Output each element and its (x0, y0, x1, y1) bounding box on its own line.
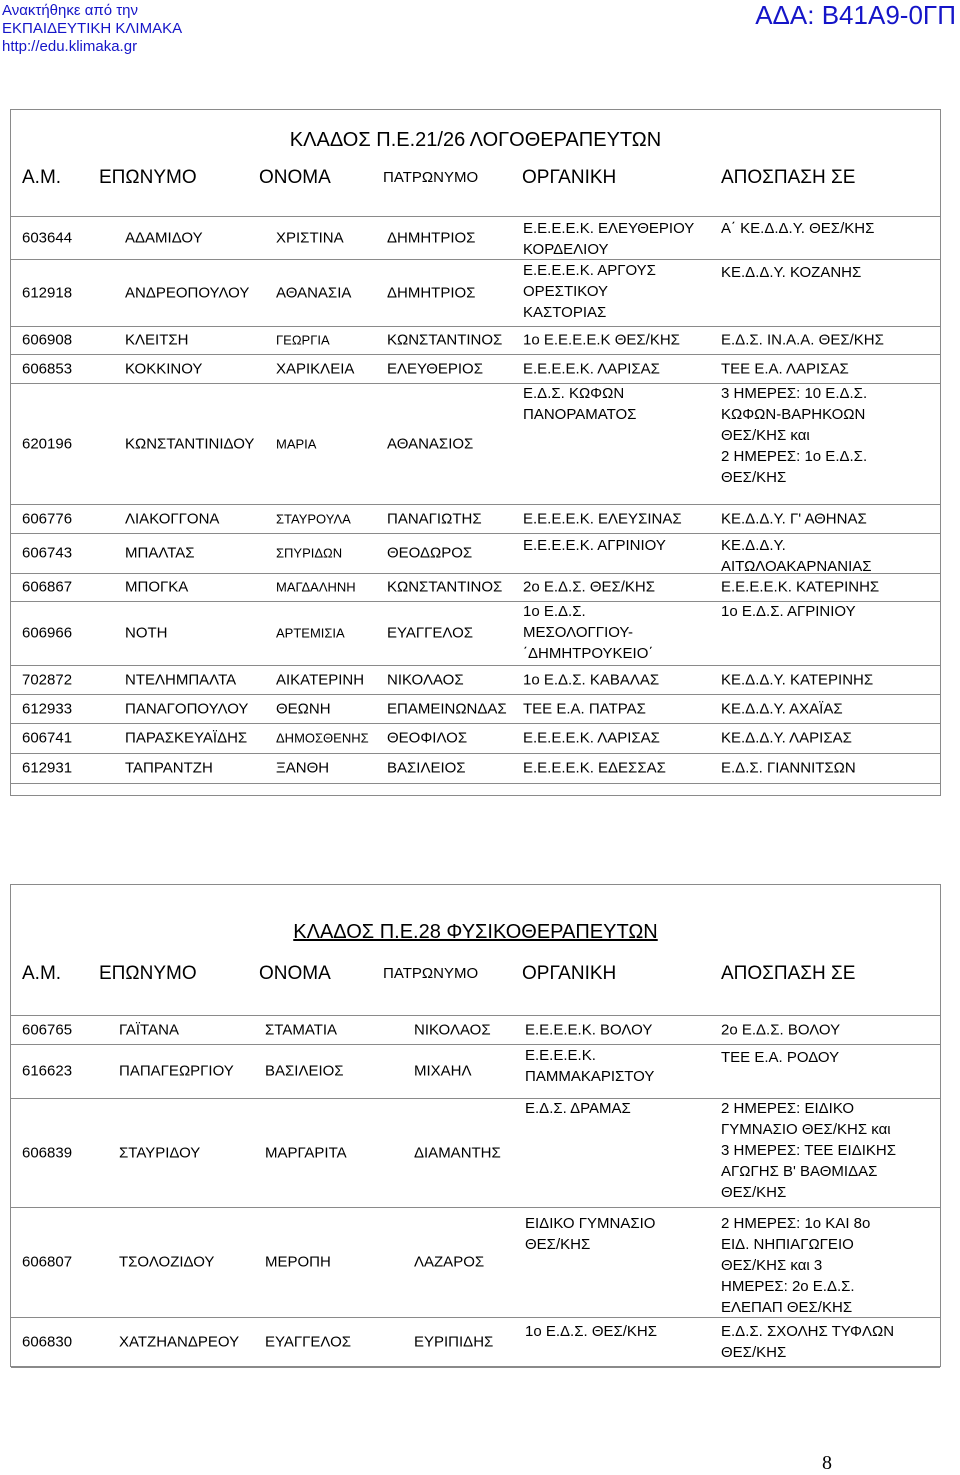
cell-organic-line: Ε.Ε.Ε.Ε.Κ. (525, 1047, 596, 1064)
cell-secondment-line: 2ο Ε.Δ.Σ. ΒΟΛΟΥ (721, 1021, 841, 1039)
cell-father: ΜΙΧΑΗΛ (414, 1062, 472, 1080)
cell-organic-line: ΜΕΣΟΛΟΓΓΙΟΥ- (523, 624, 634, 641)
cell-name: ΣΤΑΥΡΟΥΛΑ (276, 511, 351, 526)
cell-organic (523, 358, 660, 379)
cell-father: ΕΠΑΜΕΙΝΩΝΔΑΣ (387, 700, 507, 717)
cell-secondment-line: 3 ΗΜΕΡΕΣ: ΤΕΕ ΕΙΔΙΚΗΣ (721, 1142, 896, 1159)
cell-secondment (721, 698, 843, 719)
source-link[interactable]: http://edu.klimaka.gr (2, 38, 138, 55)
cell-secondment (721, 601, 856, 622)
cell-secondment-line: ΤΕΕ Ε.Α. ΛΑΡΙΣΑΣ (721, 360, 849, 377)
cell-secondment-line: ΘΕΣ/ΚΗΣ (721, 1184, 787, 1201)
cell-secondment-line: ΚΕ.Δ.Δ.Υ. ΚΟΖΑΝΗΣ (721, 264, 862, 281)
cell-name: ΧΑΡΙΚΛΕΙΑ (276, 360, 355, 377)
cell-secondment-line: 2 ΗΜΕΡΕΣ: 1ο Ε.Δ.Σ. (721, 448, 868, 465)
cell-name: ΜΑΓΔΑΛΗΝΗ (276, 579, 356, 595)
col-header-organic: ΟΡΓΑΝΙΚΗ (522, 167, 617, 188)
cell-secondment-line: Α΄ ΚΕ.Δ.Δ.Υ. ΘΕΣ/ΚΗΣ (721, 220, 875, 237)
cell-am: 606966 (22, 624, 73, 642)
cell-surname: ΚΩΝΣΤΑΝΤΙΝΙΔΟΥ (125, 435, 255, 452)
cell-organic (523, 758, 666, 779)
cell-am: 606743 (22, 544, 73, 562)
table-row (11, 259, 940, 327)
cell-father: ΠΑΝΑΓΙΩΤΗΣ (387, 510, 482, 527)
cell-am: 606765 (22, 1021, 73, 1039)
table-row (11, 723, 940, 754)
cell-am: 606908 (22, 331, 73, 349)
cell-secondment (721, 1213, 870, 1318)
cell-secondment-line: ΚΕ.Δ.Δ.Υ. ΛΑΡΙΣΑΣ (721, 729, 852, 747)
cell-father: ΝΙΚΟΛΑΟΣ (387, 671, 464, 688)
cell-secondment-line: 1ο Ε.Δ.Σ. ΑΓΡΙΝΙΟΥ (721, 603, 856, 620)
cell-surname: ΑΝΔΡΕΟΠΟΥΛΟΥ (125, 284, 250, 301)
cell-am: 606830 (22, 1333, 73, 1351)
cell-am: 606853 (22, 360, 73, 377)
cell-am: 606839 (22, 1144, 73, 1161)
cell-organic-line: Ε.Ε.Ε.Ε.Κ. ΑΡΓΟΥΣ (523, 262, 656, 279)
cell-father: ΕΥΑΓΓΕΛΟΣ (387, 624, 474, 642)
cell-secondment (721, 535, 872, 577)
cell-secondment-line: ΚΕ.Δ.Δ.Υ. ΑΧΑΪΑΣ (721, 700, 843, 717)
page-number: 8 (822, 1452, 832, 1474)
col-header-surname: ΕΠΩΝΥΜΟ (99, 167, 197, 188)
cell-am: 620196 (22, 435, 73, 452)
table-row (11, 1016, 940, 1045)
source-header (2, 2, 182, 56)
cell-father: ΕΥΡΙΠΙΔΗΣ (414, 1333, 494, 1351)
col-header-name: ΟΝΟΜΑ (259, 963, 331, 984)
cell-father: ΔΗΜΗΤΡΙΟΣ (387, 229, 476, 247)
cell-secondment-line: Ε.Δ.Σ. ΓΙΑΝΝΙΤΣΩΝ (721, 759, 856, 777)
cell-secondment-line: ΚΕ.Δ.Δ.Υ. (721, 537, 786, 554)
cell-secondment (721, 358, 849, 379)
col-header-organic: ΟΡΓΑΝΙΚΗ (522, 963, 617, 984)
cell-am: 612933 (22, 700, 73, 717)
cell-organic-line: Ε.Δ.Σ. ΚΩΦΩΝ (523, 385, 625, 402)
cell-surname: ΜΠΟΓΚΑ (125, 578, 189, 596)
source-line-2: ΕΚΠΑΙΔΕΥΤΙΚΗ ΚΛΙΜΑΚΑ (2, 20, 183, 37)
cell-secondment-line: ΚΕ.Δ.Δ.Υ. Γ' ΑΘΗΝΑΣ (721, 510, 867, 527)
table-row (11, 326, 940, 355)
cell-secondment (721, 669, 873, 690)
cell-organic-line: ΤΕΕ Ε.Α. ΠΑΤΡΑΣ (523, 700, 646, 717)
cell-surname: ΚΛΕΙΤΣΗ (125, 331, 189, 349)
cell-secondment-line: ΓΥΜΝΑΣΙΟ ΘΕΣ/ΚΗΣ και (721, 1121, 891, 1138)
col-header-secondment: ΑΠΟΣΠΑΣΗ ΣΕ (721, 167, 856, 188)
cell-secondment (721, 1098, 896, 1203)
cell-surname: ΧΑΤΖΗΑΝΔΡΕΟΥ (119, 1333, 240, 1351)
cell-secondment (721, 330, 884, 351)
cell-secondment (721, 758, 856, 779)
cell-organic (525, 1098, 631, 1119)
cell-name: ΑΘΑΝΑΣΙΑ (276, 284, 352, 301)
cell-father: ΝΙΚΟΛΑΟΣ (414, 1021, 491, 1039)
cell-secondment-line: ΚΩΦΩΝ-ΒΑΡΗΚΟΩΝ (721, 406, 866, 423)
cell-name: ΘΕΩΝΗ (276, 700, 331, 717)
cell-surname: ΛΙΑΚΟΓΓΟΝΑ (125, 510, 220, 527)
cell-surname: ΤΑΠΡΑΝΤΖΗ (125, 759, 213, 777)
cell-organic (523, 330, 680, 351)
col-header-father: ΠΑΤΡΩΝΥΜΟ (383, 965, 479, 982)
cell-organic (523, 698, 646, 719)
cell-secondment-line: ΕΛΕΠΑΠ ΘΕΣ/ΚΗΣ (721, 1299, 853, 1316)
cell-organic-line: 1ο Ε.Δ.Σ. ΚΑΒΑΛΑΣ (523, 671, 660, 688)
table-row (11, 1098, 940, 1208)
cell-organic-line: ΚΟΡΔΕΛΙΟΥ (523, 241, 609, 258)
cell-organic-line: ΟΡΕΣΤΙΚΟΥ (523, 283, 609, 300)
cell-secondment-line: ΘΕΣ/ΚΗΣ και 3 (721, 1257, 823, 1274)
cell-organic-line: ΚΑΣΤΟΡΙΑΣ (523, 304, 607, 321)
cell-am: 612931 (22, 759, 73, 777)
table-row (11, 533, 940, 574)
cell-secondment-line: ΑΓΩΓΗΣ Β' ΒΑΘΜΙΔΑΣ (721, 1163, 878, 1180)
cell-secondment (721, 577, 879, 598)
cell-am: 603644 (22, 229, 73, 247)
cell-secondment-line: 3 ΗΜΕΡΕΣ: 10 Ε.Δ.Σ. (721, 385, 868, 402)
cell-organic (523, 383, 636, 425)
cell-secondment-line: ΤΕΕ Ε.Α. ΡΟΔΟΥ (721, 1049, 840, 1066)
cell-secondment (721, 1020, 840, 1041)
ada-code: ΑΔΑ: Β41Α9-0ΓΠ (755, 0, 956, 30)
cell-surname: ΠΑΝΑΓΟΠΟΥΛΟΥ (125, 700, 249, 717)
cell-organic-line: Ε.Ε.Ε.Ε.Κ. ΒΟΛΟΥ (525, 1021, 653, 1039)
cell-surname: ΑΔΑΜΙΔΟΥ (125, 229, 203, 247)
cell-secondment (721, 1047, 839, 1068)
cell-organic (525, 1020, 652, 1041)
col-header-surname: ΕΠΩΝΥΜΟ (99, 963, 197, 984)
cell-secondment (721, 1321, 894, 1363)
cell-organic-line: Ε.Ε.Ε.Ε.Κ. ΕΛΕΥΣΙΝΑΣ (523, 510, 682, 527)
table-row (11, 1207, 940, 1318)
cell-father: ΑΘΑΝΑΣΙΟΣ (387, 435, 474, 452)
cell-father: ΔΙΑΜΑΝΤΗΣ (414, 1144, 501, 1161)
cell-secondment-line: Ε.Ε.Ε.Ε.Κ. ΚΑΤΕΡΙΝΗΣ (721, 578, 880, 596)
cell-organic-line: 1ο Ε.Ε.Ε.Ε.Κ ΘΕΣ/ΚΗΣ (523, 331, 680, 349)
cell-organic-line: Ε.Ε.Ε.Ε.Κ. ΕΛΕΥΘΕΡΙΟΥ (523, 220, 695, 237)
cell-secondment-line: ΕΙΔ. ΝΗΠΙΑΓΩΓΕΙΟ (721, 1236, 854, 1253)
table-row (11, 753, 940, 784)
cell-surname: ΠΑΡΑΣΚΕΥΑΪΔΗΣ (125, 729, 248, 747)
cell-secondment (721, 262, 861, 283)
col-header-name: ΟΝΟΜΑ (259, 167, 331, 188)
cell-father: ΚΩΝΣΤΑΝΤΙΝΟΣ (387, 331, 503, 349)
table-row (11, 504, 940, 534)
section-title: ΚΛΑΔΟΣ Π.Ε.21/26 ΛΟΓΟΘΕΡΑΠΕΥΤΩΝ (289, 129, 662, 151)
section-logotherapists (10, 109, 941, 796)
cell-organic-line: Ε.Ε.Ε.Ε.Κ. ΕΔΕΣΣΑΣ (523, 759, 666, 777)
cell-name: ΜΑΡΙΑ (276, 436, 317, 451)
cell-secondment-line: ΘΕΣ/ΚΗΣ (721, 1344, 787, 1361)
cell-name: ΑΙΚΑΤΕΡΙΝΗ (276, 671, 365, 688)
cell-secondment-line: ΘΕΣ/ΚΗΣ και (721, 427, 810, 444)
cell-organic-line: 1ο Ε.Δ.Σ. (523, 603, 586, 620)
cell-secondment (721, 218, 874, 239)
cell-surname: ΤΣΟΛΟΖΙΔΟΥ (119, 1253, 215, 1271)
cell-surname: ΠΑΠΑΓΕΩΡΓΙΟΥ (119, 1062, 234, 1080)
cell-father: ΔΗΜΗΤΡΙΟΣ (387, 284, 476, 301)
cell-secondment-line: ΑΙΤΩΛΟΑΚΑΡΝΑΝΙΑΣ (721, 558, 872, 575)
cell-organic-line: ΘΕΣ/ΚΗΣ (525, 1236, 591, 1253)
table-row (11, 665, 940, 695)
cell-organic (523, 218, 694, 260)
cell-am: 612918 (22, 284, 73, 301)
table-row (11, 354, 940, 384)
table-row (11, 1317, 940, 1368)
rows-container (11, 1015, 940, 1361)
cell-name: ΧΡΙΣΤΙΝΑ (276, 229, 344, 247)
cell-father: ΒΑΣΙΛΕΙΟΣ (387, 759, 466, 777)
cell-organic-line: 2ο Ε.Δ.Σ. ΘΕΣ/ΚΗΣ (523, 578, 656, 596)
cell-name: ΣΤΑΜΑΤΙΑ (265, 1021, 338, 1039)
cell-surname: ΚΟΚΚΙΝΟΥ (125, 360, 203, 377)
cell-am: 616623 (22, 1062, 73, 1080)
cell-organic-line: ΠΑΜΜΑΚΑΡΙΣΤΟΥ (525, 1068, 655, 1085)
cell-secondment-line: ΚΕ.Δ.Δ.Υ. ΚΑΤΕΡΙΝΗΣ (721, 671, 874, 688)
column-header-row (11, 963, 940, 993)
table-row (11, 217, 940, 260)
cell-name: ΓΕΩΡΓΙΑ (276, 332, 330, 348)
cell-secondment-line: ΗΜΕΡΕΣ: 2ο Ε.Δ.Σ. (721, 1278, 855, 1295)
cell-name: ΜΕΡΟΠΗ (265, 1253, 331, 1271)
section-title: ΚΛΑΔΟΣ Π.Ε.28 ΦΥΣΙΚΟΘΕΡΑΠΕΥΤΩΝ (293, 921, 658, 943)
cell-organic (523, 669, 659, 690)
cell-secondment-line: 2 ΗΜΕΡΕΣ: ΕΙΔΙΚΟ (721, 1100, 855, 1117)
cell-name: ΞΑΝΘΗ (276, 759, 330, 777)
cell-surname: ΝΤΕΛΗΜΠΑΛΤΑ (125, 671, 237, 688)
cell-organic (523, 577, 655, 598)
cell-organic-line: Ε.Ε.Ε.Ε.Κ. ΑΓΡΙΝΙΟΥ (523, 537, 666, 554)
cell-father: ΕΛΕΥΘΕΡΙΟΣ (387, 360, 483, 377)
cell-organic-line: Ε.Ε.Ε.Ε.Κ. ΛΑΡΙΣΑΣ (523, 360, 660, 377)
cell-name: ΜΑΡΓΑΡΙΤΑ (265, 1144, 347, 1161)
table-row (11, 1044, 940, 1099)
cell-am: 606741 (22, 729, 73, 747)
rows-container (11, 216, 940, 777)
col-header-secondment: ΑΠΟΣΠΑΣΗ ΣΕ (721, 963, 856, 984)
cell-organic-line: Ε.Ε.Ε.Ε.Κ. ΛΑΡΙΣΑΣ (523, 729, 660, 747)
column-header-row (11, 167, 940, 197)
cell-organic (523, 508, 682, 529)
cell-organic (523, 728, 660, 749)
cell-secondment-line: Ε.Δ.Σ. ΙΝ.Α.Α. ΘΕΣ/ΚΗΣ (721, 331, 884, 349)
cell-father: ΛΑΖΑΡΟΣ (414, 1253, 485, 1271)
cell-secondment (721, 508, 867, 529)
cell-am: 606776 (22, 510, 73, 527)
cell-name: ΑΡΤΕΜΙΣΙΑ (276, 625, 345, 641)
col-header-am: Α.Μ. (22, 963, 62, 984)
table-row (11, 573, 940, 602)
cell-organic (525, 1321, 657, 1342)
cell-secondment (721, 728, 852, 749)
cell-secondment (721, 383, 867, 488)
table-row (11, 601, 940, 666)
cell-organic-line: 1ο Ε.Δ.Σ. ΘΕΣ/ΚΗΣ (525, 1323, 658, 1340)
cell-secondment-line: Ε.Δ.Σ. ΣΧΟΛΗΣ ΤΥΦΛΩΝ (721, 1323, 895, 1340)
cell-am: 606867 (22, 578, 73, 596)
cell-am: 606807 (22, 1253, 73, 1271)
table-row (11, 694, 940, 724)
cell-organic (523, 535, 666, 556)
cell-organic-line: ΠΑΝΟΡΑΜΑΤΟΣ (523, 406, 637, 423)
cell-organic (525, 1213, 655, 1255)
cell-organic-line: ΕΙΔΙΚΟ ΓΥΜΝΑΣΙΟ (525, 1215, 656, 1232)
cell-surname: ΣΤΑΥΡΙΔΟΥ (119, 1144, 201, 1161)
cell-organic (523, 260, 656, 323)
cell-father: ΘΕΟΔΩΡΟΣ (387, 544, 473, 562)
source-line-1: Ανακτήθηκε από την (2, 2, 139, 19)
cell-secondment-line: 2 ΗΜΕΡΕΣ: 1ο ΚΑΙ 8ο (721, 1215, 871, 1232)
cell-surname: ΜΠΑΛΤΑΣ (125, 544, 195, 562)
table-row (11, 383, 940, 505)
cell-name: ΕΥΑΓΓΕΛΟΣ (265, 1333, 352, 1351)
cell-surname: ΝΟΤΗ (125, 624, 168, 642)
col-header-father: ΠΑΤΡΩΝΥΜΟ (383, 169, 479, 186)
cell-secondment-line: ΘΕΣ/ΚΗΣ (721, 469, 787, 486)
cell-organic-line: Ε.Δ.Σ. ΔΡΑΜΑΣ (525, 1100, 631, 1117)
cell-surname: ΓΑΪΤΑΝΑ (119, 1021, 179, 1039)
cell-name: ΔΗΜΟΣΘΕΝΗΣ (276, 730, 369, 746)
col-header-am: Α.Μ. (22, 167, 62, 188)
cell-organic (523, 601, 653, 664)
cell-organic-line: ΄ΔΗΜΗΤΡΟΥΚΕΙΟ΄ (523, 645, 654, 662)
cell-name: ΣΠΥΡΙΔΩΝ (276, 545, 343, 561)
cell-father: ΘΕΟΦΙΛΟΣ (387, 729, 468, 747)
cell-am: 702872 (22, 671, 73, 688)
cell-father: ΚΩΝΣΤΑΝΤΙΝΟΣ (387, 578, 503, 596)
cell-organic (525, 1045, 654, 1087)
cell-name: ΒΑΣΙΛΕΙΟΣ (265, 1062, 344, 1080)
section-physiotherapists (10, 884, 941, 1367)
